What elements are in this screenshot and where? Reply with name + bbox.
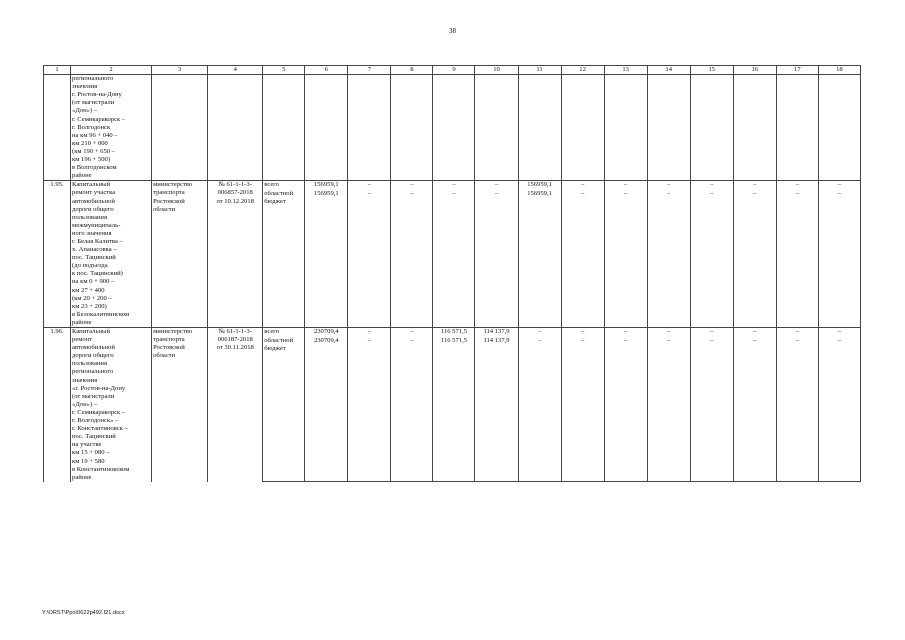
value-cell: –	[647, 181, 690, 190]
object-name-line: км 196 + 500)	[72, 156, 111, 164]
value-cell: –	[561, 337, 604, 482]
funding-source-line: бюджет	[264, 344, 286, 352]
object-name-line: пользования	[72, 360, 107, 368]
value-cell: –	[604, 328, 647, 337]
value-cell: –	[690, 337, 733, 482]
customer-line: транспорта	[153, 189, 185, 197]
object-name-line: «г. Ростов-на-Дону	[72, 384, 126, 392]
column-number: 17	[776, 66, 818, 75]
object-name-line: г. Волгодонск	[72, 123, 111, 131]
object-name-line: межмуниципаль-	[72, 221, 121, 229]
investment-table	[43, 65, 861, 482]
object-name-line: дороги общего	[72, 205, 114, 213]
table-row	[44, 328, 861, 337]
object-name-line: дороги общего	[72, 352, 114, 360]
object-name-line: г. Волгодонск» –	[72, 417, 119, 425]
object-name-line: районе	[72, 473, 92, 481]
object-name-line: регионального	[72, 75, 114, 83]
object-name-line: х. Апанасовка –	[72, 246, 117, 254]
value-cell: 116 571,5	[433, 328, 475, 337]
funding-source-line: областной	[264, 189, 294, 197]
empty-cell	[604, 75, 647, 181]
column-number: 5	[263, 66, 305, 75]
object-name-line: в Белокалитвинском	[72, 310, 130, 318]
table-row	[44, 181, 861, 190]
object-name-line: г. Семикаракорск –	[72, 115, 126, 123]
value-cell: 156959,1	[518, 181, 561, 190]
object-name-cell	[71, 181, 152, 328]
object-name-line: пос. Тацинский	[72, 254, 116, 262]
value-cell: 116 571,5	[433, 337, 475, 482]
value-cell: –	[733, 328, 776, 337]
value-cell: –	[348, 190, 391, 328]
object-name-line: Капитальный	[72, 328, 110, 335]
funding-source-cell	[263, 181, 305, 190]
column-number: 12	[561, 66, 604, 75]
value-cell: 114 137,9	[475, 328, 518, 337]
value-cell: –	[391, 190, 433, 328]
object-name-line: значения	[72, 83, 98, 91]
column-number: 6	[305, 66, 348, 75]
empty-cell	[263, 75, 305, 181]
column-number: 3	[152, 66, 208, 75]
column-number: 11	[518, 66, 561, 75]
value-cell: –	[733, 190, 776, 328]
value-cell: –	[561, 181, 604, 190]
column-number: 4	[208, 66, 263, 75]
funding-source-cell	[263, 337, 305, 482]
object-name-line: на км 96 + 040 –	[72, 131, 118, 139]
empty-cell	[647, 75, 690, 181]
empty-cell	[152, 75, 208, 181]
object-name-line: ремонт	[72, 336, 93, 344]
funding-source-line: областной	[264, 336, 294, 344]
empty-cell	[348, 75, 391, 181]
customer-line: Ростовской	[153, 197, 185, 205]
page-number: 38	[449, 27, 456, 35]
value-cell: –	[647, 337, 690, 482]
value-cell: 114 137,9	[475, 337, 518, 482]
empty-cell	[518, 75, 561, 181]
empty-cell	[561, 75, 604, 181]
value-cell: –	[348, 181, 391, 190]
value-cell: 156959,1	[305, 181, 348, 190]
object-name-line: «Дон») –	[72, 400, 98, 408]
value-cell: –	[733, 181, 776, 190]
value-cell: –	[604, 190, 647, 328]
column-number: 1	[44, 66, 71, 75]
value-cell: –	[604, 181, 647, 190]
object-name-line: районе	[72, 318, 92, 326]
empty-cell	[733, 75, 776, 181]
object-name-line: значения	[72, 376, 98, 384]
object-name-line: на км 0 + 900 –	[72, 278, 115, 286]
value-cell: –	[647, 328, 690, 337]
value-cell: –	[475, 181, 518, 190]
object-name-line: г. Константиновск –	[72, 425, 128, 433]
value-cell: –	[561, 190, 604, 328]
customer-line: министерство	[153, 328, 193, 335]
value-cell: –	[776, 337, 818, 482]
object-name-line: в Константиновском	[72, 465, 130, 473]
object-name-cell	[71, 75, 152, 181]
customer-line: транспорта	[153, 336, 185, 344]
empty-cell	[690, 75, 733, 181]
column-number: 16	[733, 66, 776, 75]
empty-cell	[776, 75, 818, 181]
object-name-line: (до подъезда	[72, 262, 108, 270]
value-cell: –	[776, 328, 818, 337]
value-cell: –	[733, 337, 776, 482]
customer-line: области	[153, 205, 176, 213]
object-name-line: км 210 + 000	[72, 139, 108, 147]
row-number: 1.95.	[44, 181, 71, 328]
object-name-line: ремонт участка	[72, 189, 116, 197]
object-name-line: к пос. Тацинский)	[72, 270, 123, 278]
document-line: от 30.11.2018	[216, 344, 254, 352]
value-cell: –	[818, 328, 860, 337]
column-number: 9	[433, 66, 475, 75]
value-cell: –	[433, 190, 475, 328]
value-cell: –	[391, 337, 433, 482]
value-cell: 156959,1	[305, 190, 348, 328]
object-name-line: км 15 + 080 –	[72, 449, 110, 457]
object-name-line: автомобильной	[72, 344, 115, 352]
value-cell: –	[647, 190, 690, 328]
empty-cell	[433, 75, 475, 181]
object-name-line: г. Ростов-на-Дону	[72, 91, 122, 99]
value-cell: –	[561, 328, 604, 337]
row-number: 1.96.	[44, 328, 71, 482]
funding-source-line: всего	[264, 181, 280, 189]
document-line: № 61-1-1-3-	[218, 328, 252, 335]
column-number: 15	[690, 66, 733, 75]
value-cell: –	[604, 337, 647, 482]
customer-line: Ростовской	[153, 344, 185, 352]
funding-source-cell	[263, 328, 305, 337]
empty-cell	[208, 75, 263, 181]
value-cell: –	[818, 337, 860, 482]
value-cell: 230709,4	[305, 337, 348, 482]
empty-cell	[475, 75, 518, 181]
column-number: 2	[71, 66, 152, 75]
customer-cell	[152, 328, 208, 482]
value-cell: –	[776, 181, 818, 190]
document-line: № 61-1-1-3-	[218, 181, 252, 189]
value-cell: –	[518, 337, 561, 482]
value-cell: –	[391, 181, 433, 190]
object-name-line: «Дон») –	[72, 107, 98, 115]
object-name-line: ного значения	[72, 229, 112, 237]
column-number: 7	[348, 66, 391, 75]
column-number: 13	[604, 66, 647, 75]
value-cell: –	[348, 328, 391, 337]
row-number-cell	[44, 75, 71, 181]
column-number: 18	[818, 66, 860, 75]
funding-source-line: бюджет	[264, 197, 286, 205]
value-cell: –	[818, 190, 860, 328]
object-name-line: (от магистрали	[72, 99, 115, 107]
object-name-line: пос. Тацинский	[72, 433, 116, 441]
value-cell: –	[690, 190, 733, 328]
object-name-cell	[71, 328, 152, 482]
value-cell: –	[690, 328, 733, 337]
empty-cell	[391, 75, 433, 181]
empty-cell	[818, 75, 860, 181]
value-cell: 156959,1	[518, 190, 561, 328]
funding-source-cell	[263, 190, 305, 328]
object-name-line: Капитальный	[72, 181, 110, 189]
empty-cell	[305, 75, 348, 181]
customer-line: области	[153, 352, 176, 360]
object-name-line: (км 190 + 650 –	[72, 147, 115, 155]
document-line: 006857-2018	[217, 189, 253, 197]
value-cell: –	[433, 181, 475, 190]
object-name-line: в Волгодонском	[72, 164, 117, 172]
object-name-line: автомобильной	[72, 197, 115, 205]
customer-cell	[152, 181, 208, 328]
object-name-line: регионального	[72, 368, 114, 376]
document-cell	[208, 181, 263, 328]
document-line: от 10.12.2018	[216, 197, 254, 205]
value-cell: –	[475, 190, 518, 328]
value-cell: –	[518, 328, 561, 337]
value-cell: –	[690, 181, 733, 190]
document-cell	[208, 328, 263, 482]
funding-source-line: всего	[264, 328, 280, 335]
object-name-line: на участке	[72, 441, 102, 449]
object-name-line: км 23 + 200)	[72, 302, 107, 310]
value-cell: –	[391, 328, 433, 337]
file-path-footer: Y:\ORST\Ppo\0622p492.f21.docx	[42, 610, 125, 616]
object-name-line: г. Семикаракорск –	[72, 408, 126, 416]
object-name-line: км 19 + 580	[72, 457, 105, 465]
continuation-row	[44, 75, 861, 181]
object-name-line: км 27 + 400	[72, 286, 105, 294]
object-name-line: пользования	[72, 213, 107, 221]
column-number: 14	[647, 66, 690, 75]
object-name-line: г. Белая Калитва –	[72, 237, 123, 245]
column-number: 10	[475, 66, 518, 75]
customer-line: министерство	[153, 181, 193, 189]
value-cell: –	[776, 190, 818, 328]
object-name-line: районе	[72, 172, 92, 180]
value-cell: –	[818, 181, 860, 190]
column-number-row	[44, 66, 861, 75]
value-cell: –	[348, 337, 391, 482]
object-name-line: (от магистрали	[72, 392, 115, 400]
value-cell: 230709,4	[305, 328, 348, 337]
column-number: 8	[391, 66, 433, 75]
document-line: 006187-2018	[217, 336, 253, 344]
object-name-line: (км 20 + 200 –	[72, 294, 112, 302]
